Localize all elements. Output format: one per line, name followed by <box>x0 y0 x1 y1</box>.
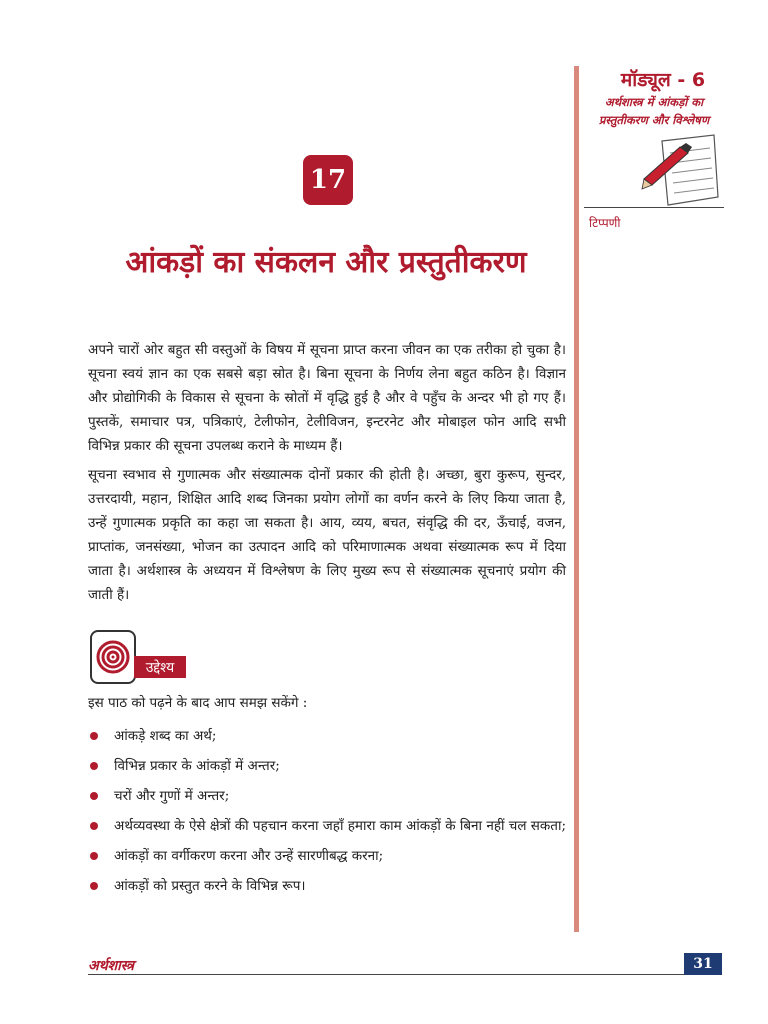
module-title: मॉड्यूल - 6 <box>620 69 706 91</box>
module-subtitle <box>584 93 724 129</box>
chapter-number-badge: 17 <box>303 155 353 205</box>
page-number: 31 <box>684 953 722 975</box>
target-icon <box>90 630 136 684</box>
list-item: आंकड़ों का वर्गीकरण करना और उन्हें सारणीबद्ध करना; <box>88 844 568 868</box>
footer-subject: अर्थशास्त्र <box>88 958 134 974</box>
bullet-icon <box>90 792 98 800</box>
footer-divider <box>88 974 722 975</box>
list-item: विभिन्न प्रकार के आंकड़ों में अन्तर; <box>88 754 568 778</box>
notes-divider <box>584 207 724 208</box>
notes-label: टिप्पणी <box>589 216 621 230</box>
list-item: अर्थव्यवस्था के ऐसे क्षेत्रों की पहचान करना जहाँ हमारा काम आंकड़ों के बिना नहीं चल सकता; <box>88 814 568 838</box>
list-item: आंकड़ों को प्रस्तुत करने के विभिन्न रूप। <box>88 874 568 898</box>
notepad-pencil-icon <box>640 133 720 211</box>
bullet-icon <box>90 822 98 830</box>
module-subtitle-line2: प्रस्तुतीकरण और विश्लेषण <box>598 113 710 127</box>
list-item: आंकड़े शब्द का अर्थ; <box>88 724 568 748</box>
intro-paragraph-2: सूचना स्वभाव से गुणात्मक और संख्यात्मक दोनों प्रकार की होती है। अच्छा, बुरा कुरूप, सुन्दर, उत्तरदायी, महान, शिक्षित आदि शब्द जिनका प्रयोग लोगों का वर्णन करने के लिए किया जाता है, उन्हें गुणात्मक प्रकृति का कहा जा सकता है। आय, व्यय, बचत, संवृद्धि की दर, ऊँचाई, वजन, प्राप्तांक, जनसंख्या, भोजन का उत्पादन आदि को परिमाणात्मक अथवा संख्यात्मक रूप में दिया जाता है। अर्थशास्त्र के अध्ययन में विश्लेषण के लिए मुख्य रूप से संख्यात्मक सूचनाएं प्रयोग की जाती हैं। <box>88 467 566 603</box>
bullet-icon <box>90 732 98 740</box>
objectives-list <box>88 724 568 904</box>
list-item: चरों और गुणों में अन्तर; <box>88 784 568 808</box>
objectives-heading: उद्देश्य <box>134 656 186 678</box>
bullet-icon <box>90 762 98 770</box>
bullet-icon <box>90 882 98 890</box>
objectives-intro: इस पाठ को पढ़ने के बाद आप समझ सकेंगे : <box>88 695 308 711</box>
margin-rule <box>574 66 579 932</box>
module-subtitle-line1: अर्थशास्त्र में आंकड़ों का <box>604 95 704 109</box>
chapter-title: आंकड़ों का संकलन और प्रस्तुतीकरण <box>125 245 527 280</box>
intro-paragraph-1: अपने चारों ओर बहुत सी वस्तुओं के विषय में सूचना प्राप्त करना जीवन का एक तरीका हो चुका है। सूचना स्वयं ज्ञान का एक सबसे बड़ा स्रोत है। बिना सूचना के निर्णय लेना बहुत कठिन है। विज्ञान और प्रोद्योगिकी के विकास से सूचना के स्रोतों में वृद्धि हुई है और वे पहुँच के अन्दर भी हो गए हैं। पुस्तकें, समाचार पत्र, पत्रिकाएं, टेलीफोन, टेलीविजन, इन्टरनेट और मोबाइल फोन आदि सभी विभिन्न प्रकार की सूचना उपलब्ध कराने के माध्यम हैं। <box>88 342 566 454</box>
bullet-icon <box>90 852 98 860</box>
